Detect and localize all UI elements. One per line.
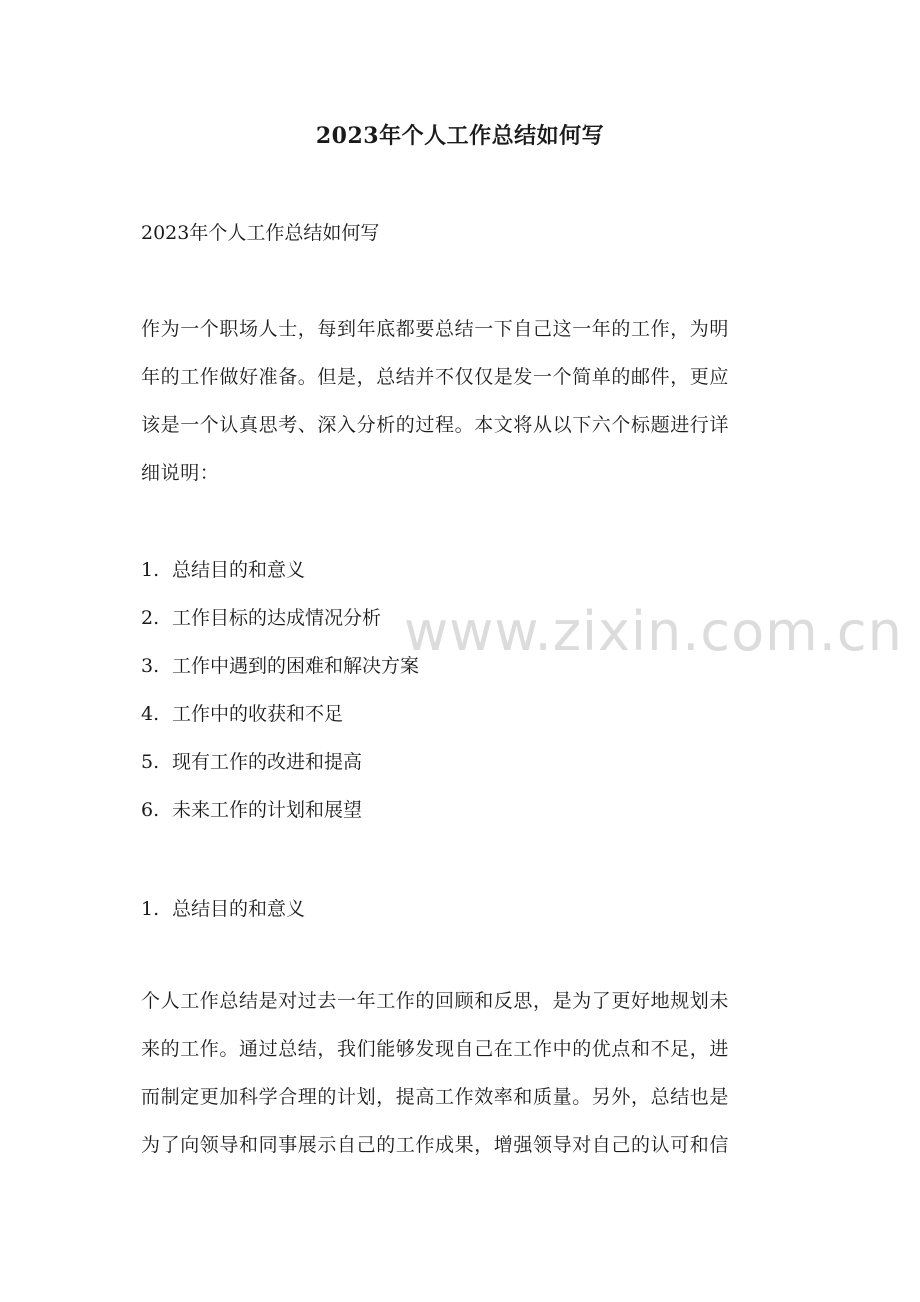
toc-item-number: 3. bbox=[141, 655, 160, 677]
section-heading bbox=[141, 885, 305, 933]
toc-item-label: 工作目标的达成情况分析 bbox=[172, 607, 382, 629]
section-line: 个人工作总结是对过去一年工作的回顾和反思，是为了更好地规划未 bbox=[141, 990, 730, 1012]
intro-line: 作为一个职场人士，每到年底都要总结一下自己这一年的工作，为明 bbox=[141, 318, 730, 340]
toc-item-label: 总结目的和意义 bbox=[172, 559, 306, 581]
intro-line: 该是一个认真思考、深入分析的过程。本文将从以下六个标题进行详 bbox=[141, 414, 730, 436]
table-of-contents bbox=[141, 546, 419, 834]
toc-item-number: 6. bbox=[141, 799, 160, 821]
section-line: 来的工作。通过总结，我们能够发现自己在工作中的优点和不足，进 bbox=[141, 1038, 730, 1060]
toc-item bbox=[141, 786, 419, 834]
document-subtitle: 2023年个人工作总结如何写 bbox=[141, 222, 380, 244]
toc-item-label: 现有工作的改进和提高 bbox=[172, 751, 363, 773]
toc-item bbox=[141, 642, 419, 690]
toc-item-label: 工作中遇到的困难和解决方案 bbox=[172, 655, 420, 677]
section-number: 1. bbox=[141, 898, 160, 920]
toc-item-label: 未来工作的计划和展望 bbox=[172, 799, 363, 821]
document-title: 2023年个人工作总结如何写 bbox=[315, 123, 605, 149]
section-title: 总结目的和意义 bbox=[172, 898, 306, 920]
toc-item bbox=[141, 690, 419, 738]
intro-line: 年的工作做好准备。但是，总结并不仅仅是发一个简单的邮件，更应 bbox=[141, 366, 730, 388]
intro-paragraph bbox=[141, 305, 791, 497]
toc-item-number: 4. bbox=[141, 703, 160, 725]
toc-item bbox=[141, 594, 419, 642]
toc-item-number: 5. bbox=[141, 751, 160, 773]
section-line: 为了向领导和同事展示自己的工作成果，增强领导对自己的认可和信 bbox=[141, 1134, 730, 1156]
intro-line: 细说明： bbox=[141, 462, 220, 484]
toc-item bbox=[141, 738, 419, 786]
watermark: www.zixin.com.cn bbox=[404, 600, 903, 663]
toc-item-label: 工作中的收获和不足 bbox=[172, 703, 344, 725]
section-line: 而制定更加科学合理的计划，提高工作效率和质量。另外，总结也是 bbox=[141, 1086, 730, 1108]
toc-item bbox=[141, 546, 419, 594]
toc-item-number: 2. bbox=[141, 607, 160, 629]
section-paragraph bbox=[141, 977, 791, 1169]
toc-item-number: 1. bbox=[141, 559, 160, 581]
